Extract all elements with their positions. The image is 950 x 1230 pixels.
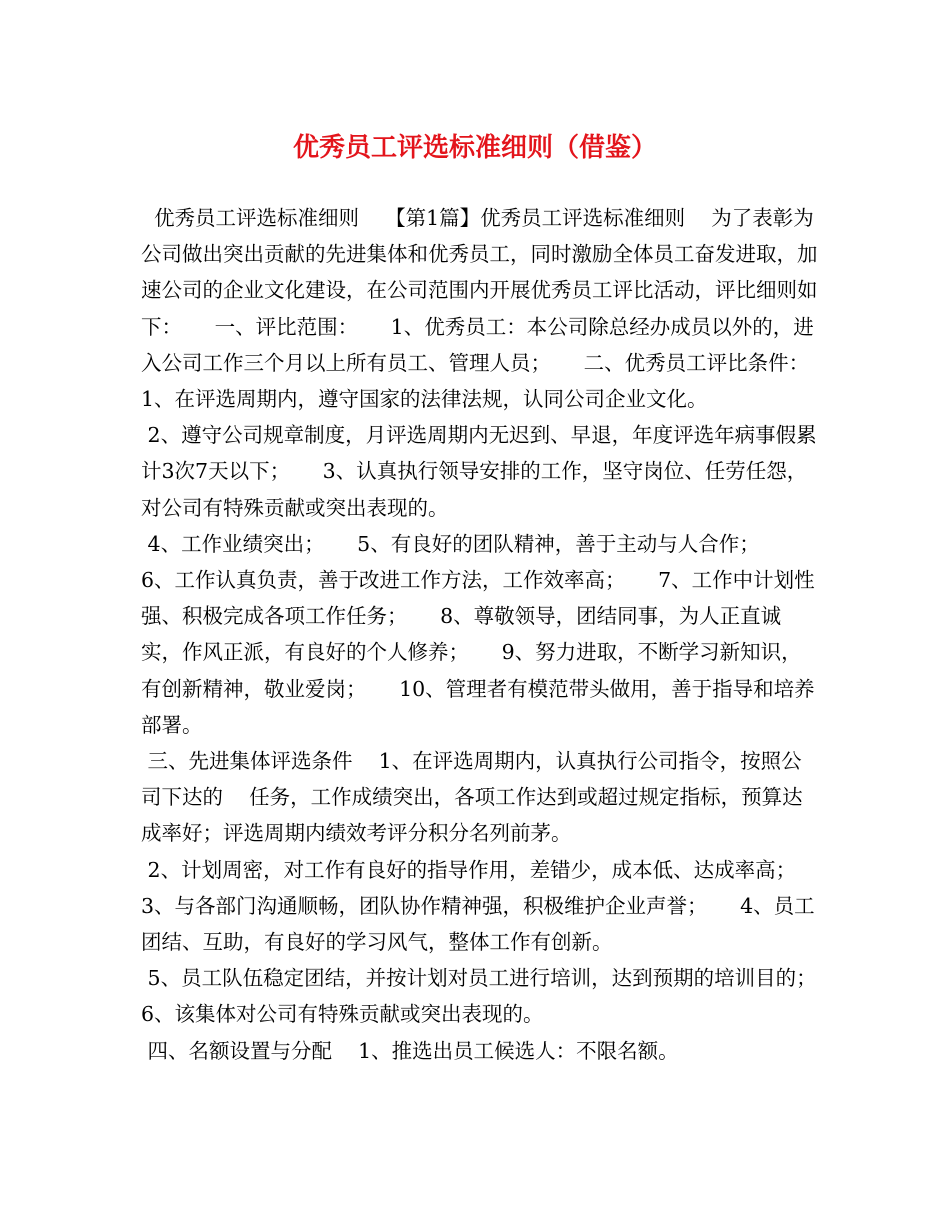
- paragraph-3: 4、工作业绩突出； 5、有良好的团队精神，善于主动与人合作； 6、工作认真负责，善于改进工作方法，工作效率高； 7、工作中计划性强、积极完成各项工作任务； 8、尊敬领导，团结同事，为人正直诚实，作风正派，有良好的个人修养； 9、努力进取，不断学习新知识，有创新精神，敬业爱岗； 10、管理者有模范带头做用，善于指导和培养部署。: [141, 531, 815, 737]
- paragraph-2: 2、遵守公司规章制度，月评选周期内无迟到、早退，年度评选年病事假累计3次7天以下； 3、认真执行领导安排的工作，坚守岗位、任劳任怨，对公司有特殊贡献或突出表现的。: [141, 423, 817, 520]
- document-body: [141, 200, 850, 1069]
- paragraph-1: 优秀员工评选标准细则 【第1篇】优秀员工评选标准细则 为了表彰为公司做出突出贡献的先进集体和优秀员工，同时激励全体员工奋发进取，加速公司的企业文化建设，在公司范围内开展优秀员工评比活动，评比细则如下： 一、评比范围： 1、优秀员工：本公司除总经办成员以外的，进入公司工作三个月以上所有员工、管理人员； 二、优秀员工评比条件： 1、在评选周期内，遵守国家的法律法规，认同公司企业文化。: [141, 206, 842, 412]
- paragraph-4: 三、先进集体评选条件 1、在评选周期内，认真执行公司指令，按照公司下达的 任务，工作成绩突出，各项工作达到或超过规定指标，预算达成率好；评选周期内绩效考评分积分名列前茅。: [141, 749, 803, 846]
- paragraph-5: 2、计划周密，对工作有良好的指导作用，差错少，成本低、达成率高； 3、与各部门沟通顺畅，团队协作精神强，积极维护企业声誉； 4、员工团结、互助，有良好的学习风气，整体工作有创新。: [141, 857, 823, 955]
- paragraph-7: 四、名额设置与分配 1、推选出员工候选人：不限名额。: [141, 1038, 679, 1063]
- document-title: 优秀员工评选标准细则（借鉴）: [292, 133, 657, 163]
- paragraph-6: 5、员工队伍稳定团结，并按计划对员工进行培训，达到预期的培训目的； 6、该集体对公司有特殊贡献或突出表现的。: [141, 966, 850, 1027]
